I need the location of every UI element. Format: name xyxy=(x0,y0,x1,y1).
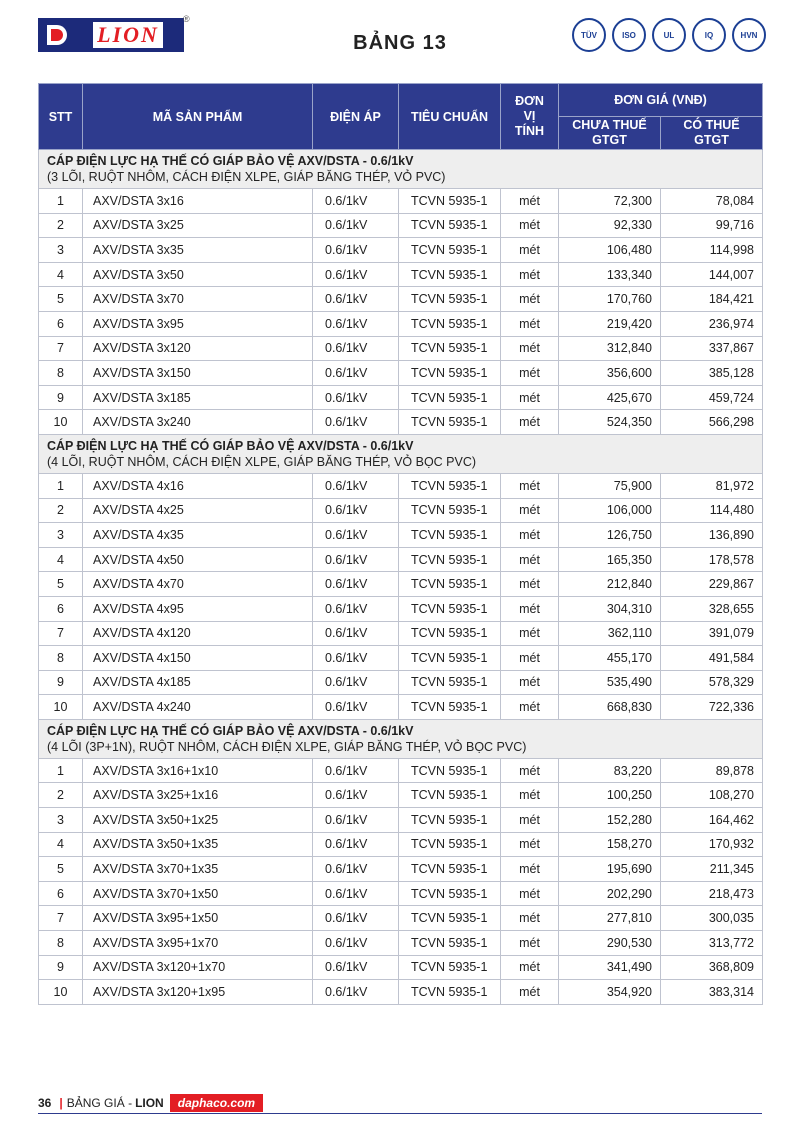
cell-stt: 10 xyxy=(39,695,83,720)
cell-price-post-tax: 337,867 xyxy=(661,336,763,361)
cell-voltage: 0.6/1kV xyxy=(313,808,399,833)
table-row xyxy=(39,287,763,312)
cell-unit: mét xyxy=(501,213,559,238)
cell-unit: mét xyxy=(501,523,559,548)
cell-standard: TCVN 5935-1 xyxy=(399,783,501,808)
cell-price-pre-tax: 277,810 xyxy=(559,906,661,931)
cell-standard: TCVN 5935-1 xyxy=(399,670,501,695)
cert-badge-icon: IQ xyxy=(692,18,726,52)
cell-standard: TCVN 5935-1 xyxy=(399,547,501,572)
table-row xyxy=(39,758,763,783)
cell-standard: TCVN 5935-1 xyxy=(399,955,501,980)
cell-product-code: AXV/DSTA 4x16 xyxy=(83,473,313,498)
table-row xyxy=(39,311,763,336)
cell-standard: TCVN 5935-1 xyxy=(399,410,501,435)
cell-price-pre-tax: 170,760 xyxy=(559,287,661,312)
cell-product-code: AXV/DSTA 3x120 xyxy=(83,336,313,361)
cell-price-post-tax: 136,890 xyxy=(661,523,763,548)
cell-voltage: 0.6/1kV xyxy=(313,572,399,597)
cell-stt: 8 xyxy=(39,646,83,671)
table-row xyxy=(39,783,763,808)
table-row xyxy=(39,213,763,238)
cell-price-pre-tax: 354,920 xyxy=(559,980,661,1005)
cell-product-code: AXV/DSTA 4x185 xyxy=(83,670,313,695)
cell-product-code: AXV/DSTA 3x70 xyxy=(83,287,313,312)
cell-product-code: AXV/DSTA 3x16+1x10 xyxy=(83,758,313,783)
cell-unit: mét xyxy=(501,808,559,833)
header-post-tax: CÓ THUẾ GTGT xyxy=(661,117,763,150)
cell-standard: TCVN 5935-1 xyxy=(399,238,501,263)
cell-voltage: 0.6/1kV xyxy=(313,783,399,808)
cell-standard: TCVN 5935-1 xyxy=(399,695,501,720)
cell-stt: 9 xyxy=(39,385,83,410)
cell-unit: mét xyxy=(501,832,559,857)
table-row xyxy=(39,361,763,386)
cell-price-pre-tax: 535,490 xyxy=(559,670,661,695)
cell-stt: 8 xyxy=(39,931,83,956)
certification-badges xyxy=(572,18,766,52)
cell-price-pre-tax: 304,310 xyxy=(559,596,661,621)
footer-separator: | xyxy=(59,1096,63,1110)
cell-standard: TCVN 5935-1 xyxy=(399,596,501,621)
cell-price-pre-tax: 312,840 xyxy=(559,336,661,361)
cell-voltage: 0.6/1kV xyxy=(313,646,399,671)
cell-voltage: 0.6/1kV xyxy=(313,621,399,646)
cell-unit: mét xyxy=(501,670,559,695)
logo-text: LION xyxy=(73,19,183,51)
cell-price-pre-tax: 356,600 xyxy=(559,361,661,386)
header-voltage: ĐIỆN ÁP xyxy=(313,84,399,150)
cell-price-pre-tax: 158,270 xyxy=(559,832,661,857)
section-title: CÁP ĐIỆN LỰC HẠ THẾ CÓ GIÁP BẢO VỆ AXV/DSTA - 0.6/1kV xyxy=(47,723,414,738)
cell-unit: mét xyxy=(501,758,559,783)
cell-price-pre-tax: 219,420 xyxy=(559,311,661,336)
cell-price-post-tax: 491,584 xyxy=(661,646,763,671)
cell-stt: 4 xyxy=(39,547,83,572)
header-standard: TIÊU CHUẨN xyxy=(399,84,501,150)
cell-stt: 7 xyxy=(39,621,83,646)
table-row xyxy=(39,695,763,720)
cell-price-post-tax: 328,655 xyxy=(661,596,763,621)
cell-unit: mét xyxy=(501,906,559,931)
table-row xyxy=(39,808,763,833)
cell-standard: TCVN 5935-1 xyxy=(399,385,501,410)
cell-stt: 9 xyxy=(39,670,83,695)
cell-product-code: AXV/DSTA 3x70+1x35 xyxy=(83,857,313,882)
cell-price-pre-tax: 425,670 xyxy=(559,385,661,410)
cell-standard: TCVN 5935-1 xyxy=(399,498,501,523)
cell-stt: 3 xyxy=(39,238,83,263)
cell-standard: TCVN 5935-1 xyxy=(399,473,501,498)
cell-price-post-tax: 385,128 xyxy=(661,361,763,386)
table-row xyxy=(39,906,763,931)
cell-voltage: 0.6/1kV xyxy=(313,361,399,386)
cell-price-post-tax: 236,974 xyxy=(661,311,763,336)
cell-product-code: AXV/DSTA 3x185 xyxy=(83,385,313,410)
header-unit-price: ĐƠN GIÁ (VNĐ) xyxy=(559,84,763,117)
cell-standard: TCVN 5935-1 xyxy=(399,572,501,597)
cell-stt: 4 xyxy=(39,262,83,287)
cell-voltage: 0.6/1kV xyxy=(313,287,399,312)
table-row xyxy=(39,931,763,956)
cell-stt: 10 xyxy=(39,980,83,1005)
cell-unit: mét xyxy=(501,646,559,671)
cell-price-post-tax: 313,772 xyxy=(661,931,763,956)
cell-price-pre-tax: 83,220 xyxy=(559,758,661,783)
cell-stt: 6 xyxy=(39,596,83,621)
cell-standard: TCVN 5935-1 xyxy=(399,646,501,671)
footer-brand: LION xyxy=(135,1096,164,1110)
cell-standard: TCVN 5935-1 xyxy=(399,189,501,214)
cell-standard: TCVN 5935-1 xyxy=(399,931,501,956)
cell-price-post-tax: 114,998 xyxy=(661,238,763,263)
section-subtitle: (3 LÕI, RUỘT NHÔM, CÁCH ĐIỆN XLPE, GIÁP BĂNG THÉP, VỎ PVC) xyxy=(47,170,446,184)
cell-price-pre-tax: 668,830 xyxy=(559,695,661,720)
cell-product-code: AXV/DSTA 3x95+1x70 xyxy=(83,931,313,956)
table-row xyxy=(39,572,763,597)
cell-unit: mét xyxy=(501,311,559,336)
table-row xyxy=(39,832,763,857)
cell-product-code: AXV/DSTA 3x120+1x95 xyxy=(83,980,313,1005)
cell-product-code: AXV/DSTA 3x120+1x70 xyxy=(83,955,313,980)
cell-product-code: AXV/DSTA 3x25+1x16 xyxy=(83,783,313,808)
cell-price-pre-tax: 165,350 xyxy=(559,547,661,572)
cell-voltage: 0.6/1kV xyxy=(313,832,399,857)
cell-stt: 6 xyxy=(39,311,83,336)
cell-unit: mét xyxy=(501,262,559,287)
cell-unit: mét xyxy=(501,238,559,263)
cell-stt: 4 xyxy=(39,832,83,857)
table-row xyxy=(39,336,763,361)
cell-price-post-tax: 383,314 xyxy=(661,980,763,1005)
cell-price-post-tax: 184,421 xyxy=(661,287,763,312)
table-row xyxy=(39,646,763,671)
cell-product-code: AXV/DSTA 3x16 xyxy=(83,189,313,214)
cell-price-pre-tax: 126,750 xyxy=(559,523,661,548)
cell-voltage: 0.6/1kV xyxy=(313,311,399,336)
cell-product-code: AXV/DSTA 4x95 xyxy=(83,596,313,621)
page-footer xyxy=(38,1093,762,1114)
cell-price-post-tax: 722,336 xyxy=(661,695,763,720)
cell-price-post-tax: 300,035 xyxy=(661,906,763,931)
cell-price-pre-tax: 106,480 xyxy=(559,238,661,263)
header-pre-tax: CHƯA THUẾ GTGT xyxy=(559,117,661,150)
table-row xyxy=(39,385,763,410)
cell-price-post-tax: 144,007 xyxy=(661,262,763,287)
section-header-row xyxy=(39,150,763,189)
cell-standard: TCVN 5935-1 xyxy=(399,523,501,548)
cell-price-pre-tax: 202,290 xyxy=(559,881,661,906)
table-row xyxy=(39,980,763,1005)
page-title: BẢNG 13 xyxy=(353,32,447,54)
cert-badge-icon: UL xyxy=(652,18,686,52)
cell-standard: TCVN 5935-1 xyxy=(399,361,501,386)
table-row xyxy=(39,262,763,287)
cert-badge-icon: TÜV xyxy=(572,18,606,52)
cell-unit: mét xyxy=(501,857,559,882)
cell-product-code: AXV/DSTA 3x70+1x50 xyxy=(83,881,313,906)
cell-price-post-tax: 164,462 xyxy=(661,808,763,833)
section-header-cell xyxy=(39,150,763,189)
cell-product-code: AXV/DSTA 4x35 xyxy=(83,523,313,548)
cell-product-code: AXV/DSTA 3x95 xyxy=(83,311,313,336)
cell-unit: mét xyxy=(501,572,559,597)
registered-mark: ® xyxy=(183,14,190,24)
cell-price-pre-tax: 72,300 xyxy=(559,189,661,214)
cell-price-pre-tax: 341,490 xyxy=(559,955,661,980)
cell-product-code: AXV/DSTA 3x150 xyxy=(83,361,313,386)
cell-price-post-tax: 114,480 xyxy=(661,498,763,523)
cell-price-post-tax: 391,079 xyxy=(661,621,763,646)
cell-stt: 2 xyxy=(39,783,83,808)
cell-unit: mét xyxy=(501,695,559,720)
cell-standard: TCVN 5935-1 xyxy=(399,980,501,1005)
cell-standard: TCVN 5935-1 xyxy=(399,857,501,882)
table-row xyxy=(39,955,763,980)
cell-voltage: 0.6/1kV xyxy=(313,758,399,783)
cell-unit: mét xyxy=(501,783,559,808)
cell-product-code: AXV/DSTA 4x50 xyxy=(83,547,313,572)
section-title: CÁP ĐIỆN LỰC HẠ THẾ CÓ GIÁP BẢO VỆ AXV/DSTA - 0.6/1kV xyxy=(47,154,414,168)
cell-voltage: 0.6/1kV xyxy=(313,410,399,435)
cell-product-code: AXV/DSTA 3x25 xyxy=(83,213,313,238)
cell-price-pre-tax: 362,110 xyxy=(559,621,661,646)
cell-voltage: 0.6/1kV xyxy=(313,857,399,882)
cert-badge-icon: ISO xyxy=(612,18,646,52)
cell-stt: 6 xyxy=(39,881,83,906)
table-row xyxy=(39,621,763,646)
section-title: CÁP ĐIỆN LỰC HẠ THẾ CÓ GIÁP BẢO VỆ AXV/DSTA - 0.6/1kV xyxy=(47,438,414,453)
cell-unit: mét xyxy=(501,980,559,1005)
section-header-cell xyxy=(39,719,763,758)
cell-price-post-tax: 108,270 xyxy=(661,783,763,808)
cell-unit: mét xyxy=(501,498,559,523)
cell-stt: 5 xyxy=(39,857,83,882)
cell-stt: 7 xyxy=(39,906,83,931)
cell-price-post-tax: 229,867 xyxy=(661,572,763,597)
cell-stt: 9 xyxy=(39,955,83,980)
cell-stt: 1 xyxy=(39,189,83,214)
cell-standard: TCVN 5935-1 xyxy=(399,881,501,906)
cell-product-code: AXV/DSTA 4x70 xyxy=(83,572,313,597)
cell-voltage: 0.6/1kV xyxy=(313,262,399,287)
cell-product-code: AXV/DSTA 4x120 xyxy=(83,621,313,646)
cell-price-post-tax: 211,345 xyxy=(661,857,763,882)
table-row xyxy=(39,523,763,548)
cell-price-post-tax: 81,972 xyxy=(661,473,763,498)
cell-price-pre-tax: 290,530 xyxy=(559,931,661,956)
table-row xyxy=(39,670,763,695)
cell-unit: mét xyxy=(501,336,559,361)
cell-standard: TCVN 5935-1 xyxy=(399,311,501,336)
cell-standard: TCVN 5935-1 xyxy=(399,621,501,646)
cell-standard: TCVN 5935-1 xyxy=(399,906,501,931)
cell-unit: mét xyxy=(501,547,559,572)
cell-price-pre-tax: 212,840 xyxy=(559,572,661,597)
cell-voltage: 0.6/1kV xyxy=(313,596,399,621)
header-unit: ĐƠN VỊ TÍNH xyxy=(501,84,559,150)
cell-voltage: 0.6/1kV xyxy=(313,931,399,956)
cell-price-pre-tax: 106,000 xyxy=(559,498,661,523)
cell-product-code: AXV/DSTA 4x150 xyxy=(83,646,313,671)
cell-voltage: 0.6/1kV xyxy=(313,695,399,720)
header-stt: STT xyxy=(39,84,83,150)
cell-unit: mét xyxy=(501,410,559,435)
page-number: 36 xyxy=(38,1096,52,1110)
cell-price-pre-tax: 100,250 xyxy=(559,783,661,808)
cell-standard: TCVN 5935-1 xyxy=(399,832,501,857)
cell-stt: 2 xyxy=(39,213,83,238)
cell-stt: 3 xyxy=(39,808,83,833)
table-row xyxy=(39,596,763,621)
section-subtitle: (4 LÕI, RUỘT NHÔM, CÁCH ĐIỆN XLPE, GIÁP BĂNG THÉP, VỎ BỌC PVC) xyxy=(47,454,477,469)
table-row xyxy=(39,857,763,882)
cell-product-code: AXV/DSTA 3x50+1x35 xyxy=(83,832,313,857)
cell-voltage: 0.6/1kV xyxy=(313,670,399,695)
table-row xyxy=(39,473,763,498)
cell-voltage: 0.6/1kV xyxy=(313,547,399,572)
cell-voltage: 0.6/1kV xyxy=(313,189,399,214)
cell-price-post-tax: 218,473 xyxy=(661,881,763,906)
cell-unit: mét xyxy=(501,361,559,386)
section-header-row xyxy=(39,434,763,473)
cell-product-code: AXV/DSTA 4x240 xyxy=(83,695,313,720)
cell-price-post-tax: 566,298 xyxy=(661,410,763,435)
cell-price-pre-tax: 524,350 xyxy=(559,410,661,435)
cell-stt: 2 xyxy=(39,498,83,523)
cell-unit: mét xyxy=(501,473,559,498)
table-row xyxy=(39,238,763,263)
cell-stt: 3 xyxy=(39,523,83,548)
cell-product-code: AXV/DSTA 3x35 xyxy=(83,238,313,263)
cell-voltage: 0.6/1kV xyxy=(313,473,399,498)
cell-product-code: AXV/DSTA 3x95+1x50 xyxy=(83,906,313,931)
cell-voltage: 0.6/1kV xyxy=(313,213,399,238)
cell-stt: 5 xyxy=(39,287,83,312)
cell-price-post-tax: 368,809 xyxy=(661,955,763,980)
cell-price-post-tax: 178,578 xyxy=(661,547,763,572)
cert-badge-icon: HVN xyxy=(732,18,766,52)
cell-voltage: 0.6/1kV xyxy=(313,980,399,1005)
cell-price-pre-tax: 455,170 xyxy=(559,646,661,671)
cell-unit: mét xyxy=(501,596,559,621)
cell-price-post-tax: 170,932 xyxy=(661,832,763,857)
cell-stt: 10 xyxy=(39,410,83,435)
table-row xyxy=(39,547,763,572)
cell-standard: TCVN 5935-1 xyxy=(399,287,501,312)
footer-website-link[interactable]: daphaco.com xyxy=(170,1094,263,1112)
cell-product-code: AXV/DSTA 3x50 xyxy=(83,262,313,287)
table-row xyxy=(39,189,763,214)
cell-price-pre-tax: 92,330 xyxy=(559,213,661,238)
cell-standard: TCVN 5935-1 xyxy=(399,808,501,833)
cell-standard: TCVN 5935-1 xyxy=(399,336,501,361)
cell-voltage: 0.6/1kV xyxy=(313,336,399,361)
cell-unit: mét xyxy=(501,287,559,312)
cell-product-code: AXV/DSTA 4x25 xyxy=(83,498,313,523)
cell-price-post-tax: 459,724 xyxy=(661,385,763,410)
cell-unit: mét xyxy=(501,955,559,980)
cell-price-post-tax: 78,084 xyxy=(661,189,763,214)
price-table xyxy=(38,83,763,1005)
table-row xyxy=(39,498,763,523)
table-row xyxy=(39,410,763,435)
section-header-cell xyxy=(39,434,763,473)
cell-stt: 1 xyxy=(39,473,83,498)
cell-price-pre-tax: 195,690 xyxy=(559,857,661,882)
section-header-row xyxy=(39,719,763,758)
cell-voltage: 0.6/1kV xyxy=(313,881,399,906)
cell-price-pre-tax: 133,340 xyxy=(559,262,661,287)
cell-price-pre-tax: 152,280 xyxy=(559,808,661,833)
cell-price-post-tax: 578,329 xyxy=(661,670,763,695)
cell-unit: mét xyxy=(501,931,559,956)
cell-stt: 8 xyxy=(39,361,83,386)
cell-standard: TCVN 5935-1 xyxy=(399,758,501,783)
cell-voltage: 0.6/1kV xyxy=(313,906,399,931)
cell-stt: 1 xyxy=(39,758,83,783)
cell-unit: mét xyxy=(501,385,559,410)
cell-voltage: 0.6/1kV xyxy=(313,955,399,980)
cell-price-pre-tax: 75,900 xyxy=(559,473,661,498)
cell-price-post-tax: 99,716 xyxy=(661,213,763,238)
table-row xyxy=(39,881,763,906)
cell-unit: mét xyxy=(501,189,559,214)
cell-voltage: 0.6/1kV xyxy=(313,498,399,523)
cell-voltage: 0.6/1kV xyxy=(313,385,399,410)
cell-unit: mét xyxy=(501,881,559,906)
cell-product-code: AXV/DSTA 3x50+1x25 xyxy=(83,808,313,833)
cell-product-code: AXV/DSTA 3x240 xyxy=(83,410,313,435)
cell-stt: 7 xyxy=(39,336,83,361)
footer-label: BẢNG GIÁ - xyxy=(66,1096,133,1110)
cell-standard: TCVN 5935-1 xyxy=(399,213,501,238)
section-subtitle: (4 LÕI (3P+1N), RUỘT NHÔM, CÁCH ĐIỆN XLPE, GIÁP BĂNG THÉP, VỎ BỌC PVC) xyxy=(47,739,527,754)
cell-price-post-tax: 89,878 xyxy=(661,758,763,783)
cell-stt: 5 xyxy=(39,572,83,597)
cell-standard: TCVN 5935-1 xyxy=(399,262,501,287)
header-product-code: MÃ SẢN PHẨM xyxy=(83,84,313,150)
cell-voltage: 0.6/1kV xyxy=(313,238,399,263)
cell-voltage: 0.6/1kV xyxy=(313,523,399,548)
cell-unit: mét xyxy=(501,621,559,646)
